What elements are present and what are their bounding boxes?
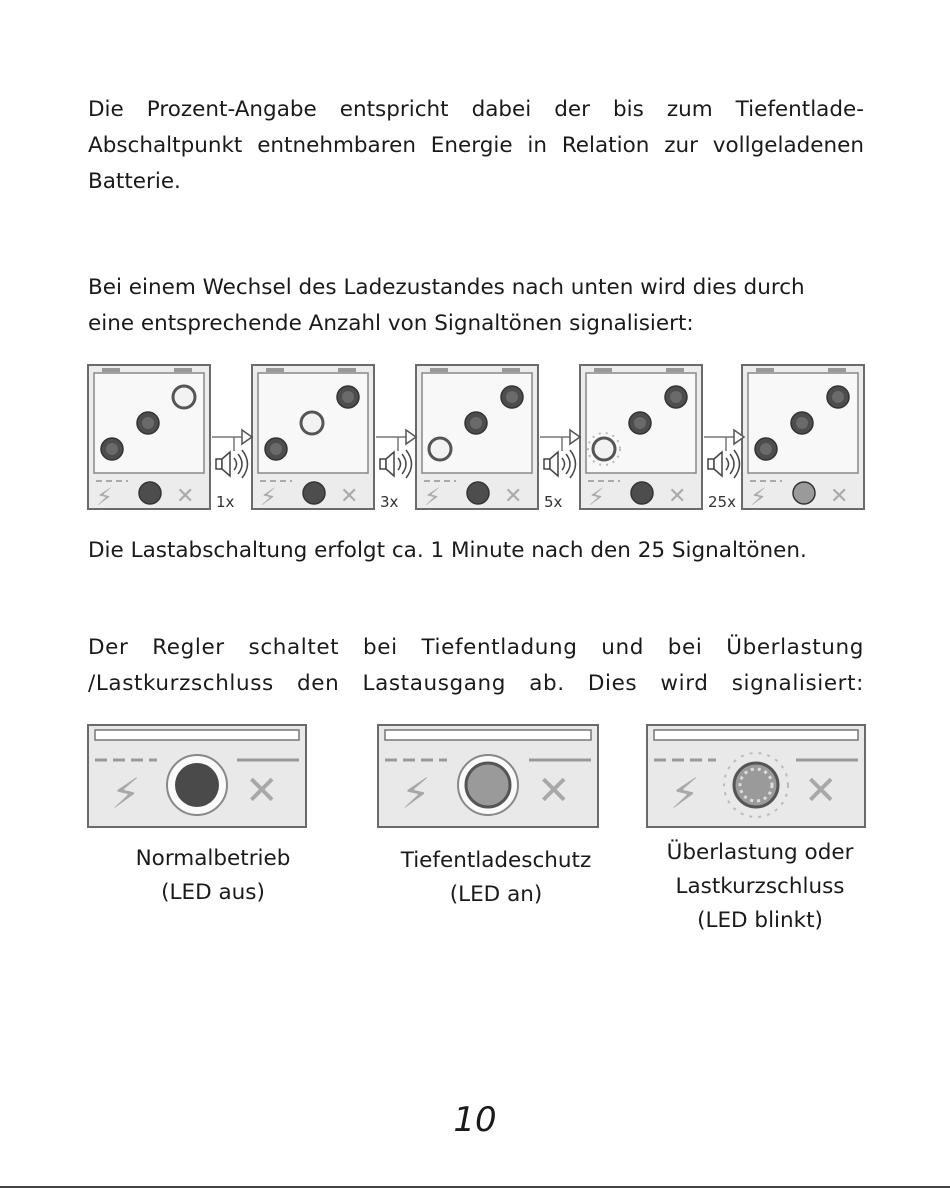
led-blink-panel <box>646 724 866 828</box>
load-led-icon <box>793 482 815 504</box>
speaker-icon <box>544 450 576 478</box>
solar-icon: ⚡ <box>111 769 141 818</box>
led-icon <box>301 412 323 434</box>
load-icon: ✕ <box>245 768 279 814</box>
sequence-panel <box>416 365 538 511</box>
caption-overload <box>620 836 900 938</box>
beep-connector <box>212 430 252 511</box>
speaker-icon <box>216 450 248 478</box>
sequence-panel <box>252 365 374 511</box>
load-icon: ✕ <box>830 484 849 509</box>
text-line: eine entsprechende Anzahl von Signaltönen signalisiert: <box>88 311 694 336</box>
sequence-panel <box>742 365 864 511</box>
sequence-panel <box>580 365 702 511</box>
load-icon: ✕ <box>504 484 523 509</box>
led-icon <box>593 438 615 460</box>
led-icon <box>429 438 451 460</box>
text-line: Die Prozent-Angabe entspricht dabei der bis zum Tiefentlade- <box>88 97 864 122</box>
speaker-icon <box>708 450 740 478</box>
solar-icon: ⚡ <box>401 769 431 818</box>
solar-icon: ⚡ <box>424 483 441 511</box>
text-line: Der Regler schaltet bei Tiefentladung und bei Überlastung <box>88 635 864 660</box>
text-line: Bei einem Wechsel des Ladezustandes nach unten wird dies durch <box>88 275 805 300</box>
load-icon: ✕ <box>176 484 195 509</box>
load-icon: ✕ <box>668 484 687 509</box>
text-line: Batterie. <box>88 169 181 194</box>
text-line: /Lastkurzschluss den Lastausgang ab. Dies wird signalisiert: <box>88 671 864 696</box>
caption-line: Tiefentladeschutz <box>400 848 592 873</box>
led-icon <box>173 386 195 408</box>
solar-icon: ⚡ <box>670 769 700 818</box>
solar-icon: ⚡ <box>96 483 113 511</box>
beep-connector <box>376 430 416 511</box>
paragraph-regulator-shutdown <box>88 630 864 702</box>
charge-drop-sequence-diagram <box>86 363 866 513</box>
text-line: Abschaltpunkt entnehmbaren Energie in Relation zur vollgeladenen <box>88 133 864 158</box>
sequence-panel <box>88 365 210 511</box>
beep-count-label: 5x <box>544 493 563 511</box>
solar-icon: ⚡ <box>588 483 605 511</box>
paragraph-percentage <box>88 92 864 200</box>
solar-icon: ⚡ <box>260 483 277 511</box>
beep-connector <box>704 430 744 511</box>
load-led-icon <box>303 482 325 504</box>
caption-normal-operation <box>73 842 353 910</box>
load-led-icon <box>631 482 653 504</box>
speaker-icon <box>380 450 412 478</box>
led-off-panel <box>87 724 307 828</box>
caption-line: (LED aus) <box>161 880 265 905</box>
load-icon: ✕ <box>804 768 838 814</box>
led-on-panel <box>377 724 599 828</box>
caption-line: (LED blinkt) <box>697 908 823 933</box>
load-led-icon <box>467 482 489 504</box>
beep-connector <box>540 430 580 511</box>
paragraph-load-shutdown: Die Lastabschaltung erfolgt ca. 1 Minute nach den 25 Signaltönen. <box>88 538 807 563</box>
beep-count-label: 1x <box>216 493 235 511</box>
caption-line: Normalbetrieb <box>135 846 291 871</box>
page-number: 10 <box>453 1100 497 1140</box>
load-led-icon <box>139 482 161 504</box>
load-icon: ✕ <box>340 484 359 509</box>
caption-deep-discharge <box>356 844 636 912</box>
caption-line: Lastkurzschluss <box>675 874 845 899</box>
load-icon: ✕ <box>537 768 571 814</box>
beep-count-label: 25x <box>708 493 736 511</box>
bottom-rule <box>0 1186 950 1188</box>
caption-line: (LED an) <box>449 882 543 907</box>
beep-count-label: 3x <box>380 493 399 511</box>
paragraph-beep-signal <box>88 270 864 342</box>
caption-line: Überlastung oder <box>666 840 854 865</box>
solar-icon: ⚡ <box>750 483 767 511</box>
